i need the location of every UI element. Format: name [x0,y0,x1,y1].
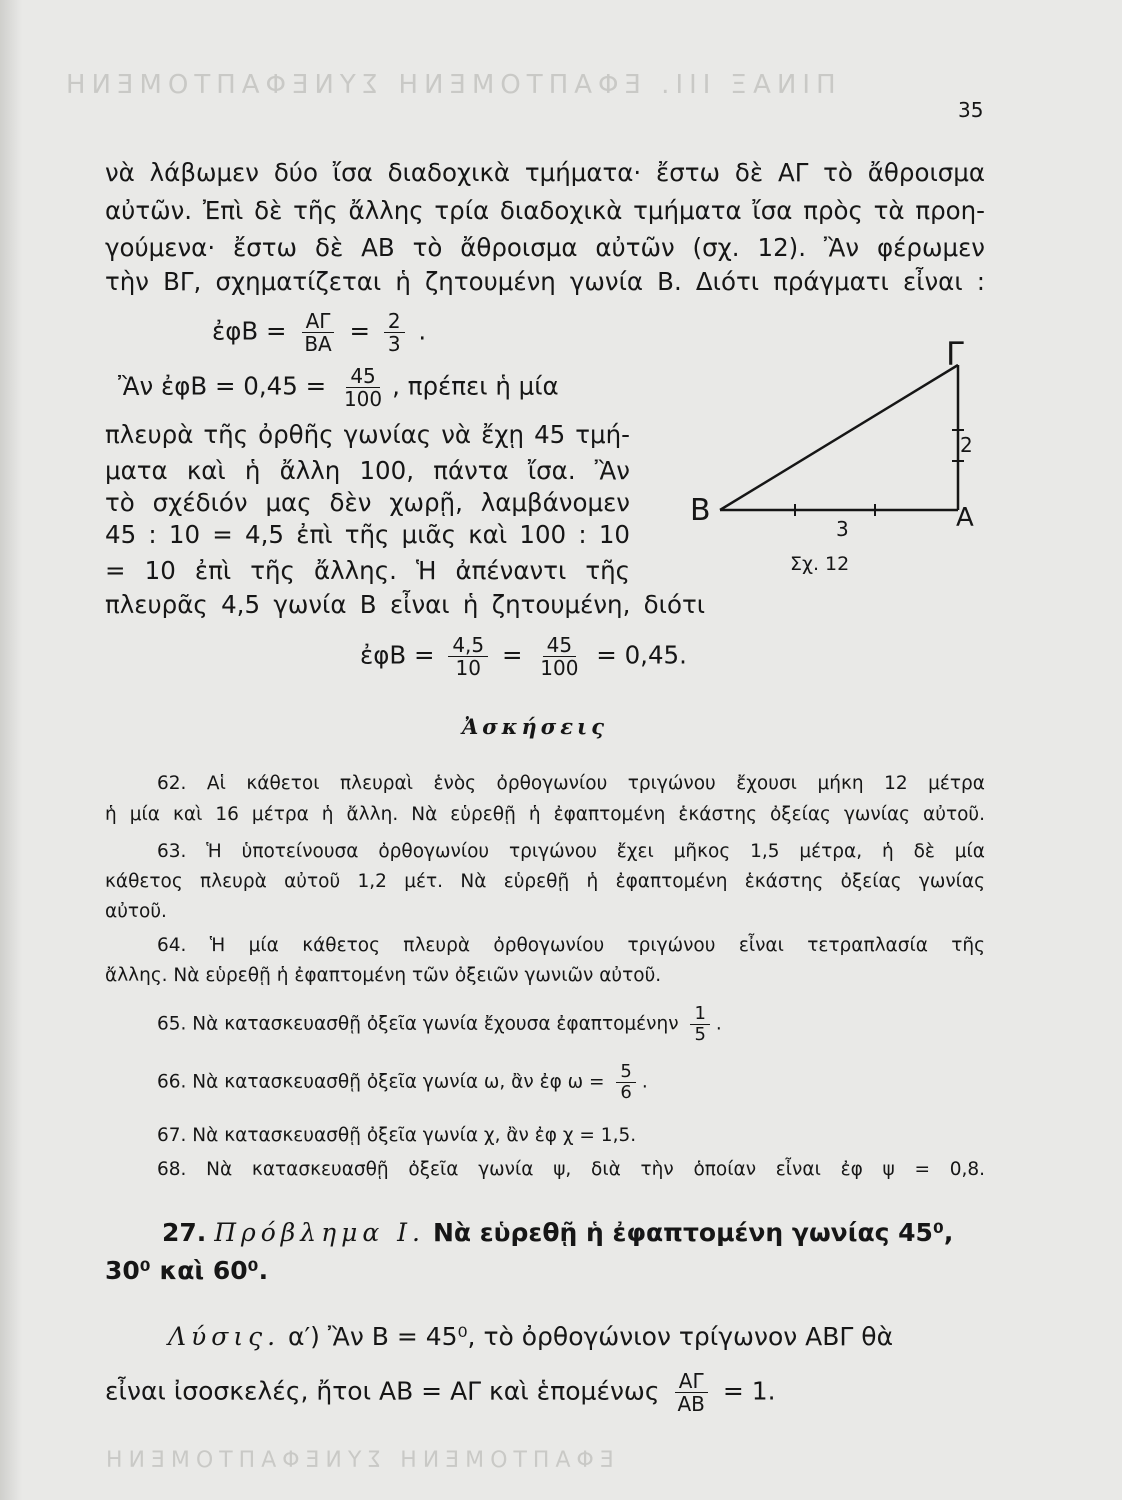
eq1-lhs: ἐφΒ = [212,316,287,346]
solution-line-1 [168,1322,893,1352]
eq1-num2: 2 [384,310,405,333]
exercise-62-line-2: ἡ μία καὶ 16 μέτρα ἡ ἄλλη. Νὰ εὑρεθῇ ἡ ἐφαπτομένη ἑκάστης ὀξείας γωνίας αὐτοῦ. [105,804,985,825]
side-label-vertical: 2 [960,433,973,457]
eq2-num: 45 [346,365,379,388]
para2-line-1: πλευρὰ τῆς ὀρθῆς γωνίας νὰ ἔχῃ 45 τμή- [105,420,630,449]
para1-line-2: αὐτῶν. Ἐπὶ δὲ τῆς ἄλλης τρία διαδοχικὰ τμήματα ἴσα πρὸς τὰ προη- [105,196,985,225]
eq2-fraction [340,365,386,410]
eq3-den1: 10 [455,656,481,680]
eq3-rest: = 0,45. [596,640,687,670]
eq2-rest: , πρέπει ἡ μία [392,371,559,401]
solution-end: = 1. [722,1376,776,1406]
exercise-66-fraction [616,1062,635,1103]
exercise-65 [157,1004,722,1045]
eq1-den1: ΒΑ [304,332,332,356]
exercise-66-text: 66. Νὰ κατασκευασθῇ ὀξεῖα γωνία ω, ἂν ἐφ ω = [157,1071,605,1093]
hypotenuse-bg [720,365,958,510]
eq1-den2: 3 [387,332,401,356]
eq1-equals: = [349,316,371,346]
exercise-63-line-2: κάθετος πλευρὰ αὐτοῦ 1,2 μέτ. Νὰ εὑρεθῇ ἡ ἐφαπτομένη ἑκάστης ὀξείας γωνίας [105,871,985,892]
exercise-62-line-1: 62. Αἱ κάθετοι πλευραὶ ἑνὸς ὀρθογωνίου τριγώνου ἔχουσι μήκη 12 μέτρα [157,773,985,794]
eq3-num1: 4,5 [448,634,488,657]
ex65-end: . [715,1013,722,1035]
page-number: 35 [958,98,984,122]
exercise-64-line-1: 64. Ἡ μία κάθετος πλευρὰ ὀρθογωνίου τριγώνου εἶναι τετραπλασία τῆς [157,935,985,956]
para2-line-4: 45 : 10 = 4,5 ἐπὶ τῆς μιᾶς καὶ 100 : 10 [105,520,630,549]
bleed-through-header: ΠΙΝΑΞ III. ΕΦΑΠΤΟΜΕΝΗ ΣΥΝΕΦΑΠΤΟΜΕΝΗ [60,70,836,100]
solution-text-2: εἶναι ἰσοσκελές, ἤτοι ΑΒ = ΑΓ καὶ ἑπομένως [105,1376,660,1406]
equation-tanB-ratio [212,310,426,355]
eq3-fraction-1 [448,634,488,679]
exercise-65-fraction [690,1004,709,1045]
exercises-heading: Ἀσκήσεις [462,714,608,739]
para2-line-6: πλευρᾶς 4,5 γωνία Β εἶναι ἡ ζητουμένη, διότι [105,590,705,619]
figure-caption: Σχ. 12 [790,553,850,575]
vertex-label-g: Γ [946,335,964,373]
exercise-68: 68. Νὰ κατασκευασθῇ ὀξεῖα γωνία ψ, διὰ τὴν ὁποίαν εἶναι ἐφ ψ = 0,8. [157,1159,985,1180]
eq3-equals: = [501,640,523,670]
section-title-italic: Πρόβλημα Ι. [214,1218,425,1247]
ex66-num: 5 [616,1062,635,1083]
exercise-64-line-2: ἄλλης. Νὰ εὑρεθῇ ἡ ἐφαπτομένη τῶν ὀξειῶν γωνιῶν αὐτοῦ. [105,965,662,986]
equation-tanB-4p5-over-10 [360,634,687,679]
figure-12-right-triangle [690,335,990,595]
page-spine-shadow [0,0,22,1500]
eq1-fraction-2 [384,310,405,355]
ex66-end: . [641,1071,648,1093]
para2-line-3: τὸ σχέδιόν μας δὲν χωρῇ, λαμβάνομεν [105,488,630,517]
para2-line-5: = 10 ἐπὶ τῆς ἄλλης. Ἡ ἀπέναντι τῆς [105,556,630,585]
solution-num: ΑΓ [675,1370,708,1393]
section-27-heading-cont: 30⁰ καὶ 60⁰. [105,1256,269,1285]
exercise-63-line-3: αὐτοῦ. [105,901,167,922]
exercise-67: 67. Νὰ κατασκευασθῇ ὀξεῖα γωνία χ, ἂν ἐφ χ = 1,5. [157,1125,637,1146]
eq3-fraction-2 [536,634,582,679]
ex65-den: 5 [694,1024,706,1045]
para1-line-1: νὰ λάβωμεν δύο ἴσα διαδοχικὰ τμήματα· ἔστω δὲ ΑΓ τὸ ἄθροισμα [105,158,985,187]
solution-den: ΑΒ [677,1392,705,1416]
solution-fraction [673,1370,708,1415]
equation-tanB-045 [118,365,559,410]
eq3-num2: 45 [543,634,576,657]
eq2-lhs: Ἂν ἐφΒ = 0,45 = [118,371,327,401]
ex66-den: 6 [620,1082,632,1103]
solution-line-2 [105,1370,776,1415]
exercise-65-text: 65. Νὰ κατασκευασθῇ ὀξεῖα γωνία ἔχουσα ἐφαπτομένην [157,1013,679,1035]
para1-line-3: γούμενα· ἔστω δὲ ΑΒ τὸ ἄθροισμα αὐτῶν (σχ. 12). Ἂν φέρωμεν [105,233,985,262]
eq1-end: . [418,316,427,346]
para2-line-2: ματα καὶ ἡ ἄλλη 100, πάντα ἴσα. Ἂν [105,456,630,485]
exercise-63-line-1: 63. Ἡ ὑποτείνουσα ὀρθογωνίου τριγώνου ἔχει μῆκος 1,5 μέτρα, ἡ δὲ μία [157,841,985,862]
vertex-label-b: Β [690,493,711,528]
section-27-heading [162,1218,953,1248]
solution-label: Λύσις. [168,1322,281,1351]
solution-text-1: α′) Ἂν Β = 45⁰, τὸ ὀρθογώνιον τρίγωνον ΑΒΓ θὰ [288,1322,894,1351]
eq3-den2: 100 [540,656,579,680]
exercise-66 [157,1062,648,1103]
vertex-label-a: Α [956,503,974,533]
eq2-den: 100 [343,387,383,411]
section-number: 27. [162,1218,207,1247]
bleed-through-footer: ΕΦΑΠΤΟΜΕΝΗ ΣΥΝΕΦΑΠΤΟΜΕΝΗ [100,1448,614,1473]
side-label-base: 3 [836,517,849,541]
eq1-num1: ΑΓ [302,310,335,333]
eq1-fraction-1 [300,310,335,355]
para1-line-4: τὴν ΒΓ, σχηματίζεται ἡ ζητουμένη γωνία Β. Διότι πράγματι εἶναι : [105,267,985,296]
eq3-lhs: ἐφΒ = [360,640,435,670]
ex65-num: 1 [690,1004,709,1025]
section-title-bold: Νὰ εὑρεθῇ ἡ ἐφαπτομένη γωνίας 45⁰, [432,1218,954,1247]
